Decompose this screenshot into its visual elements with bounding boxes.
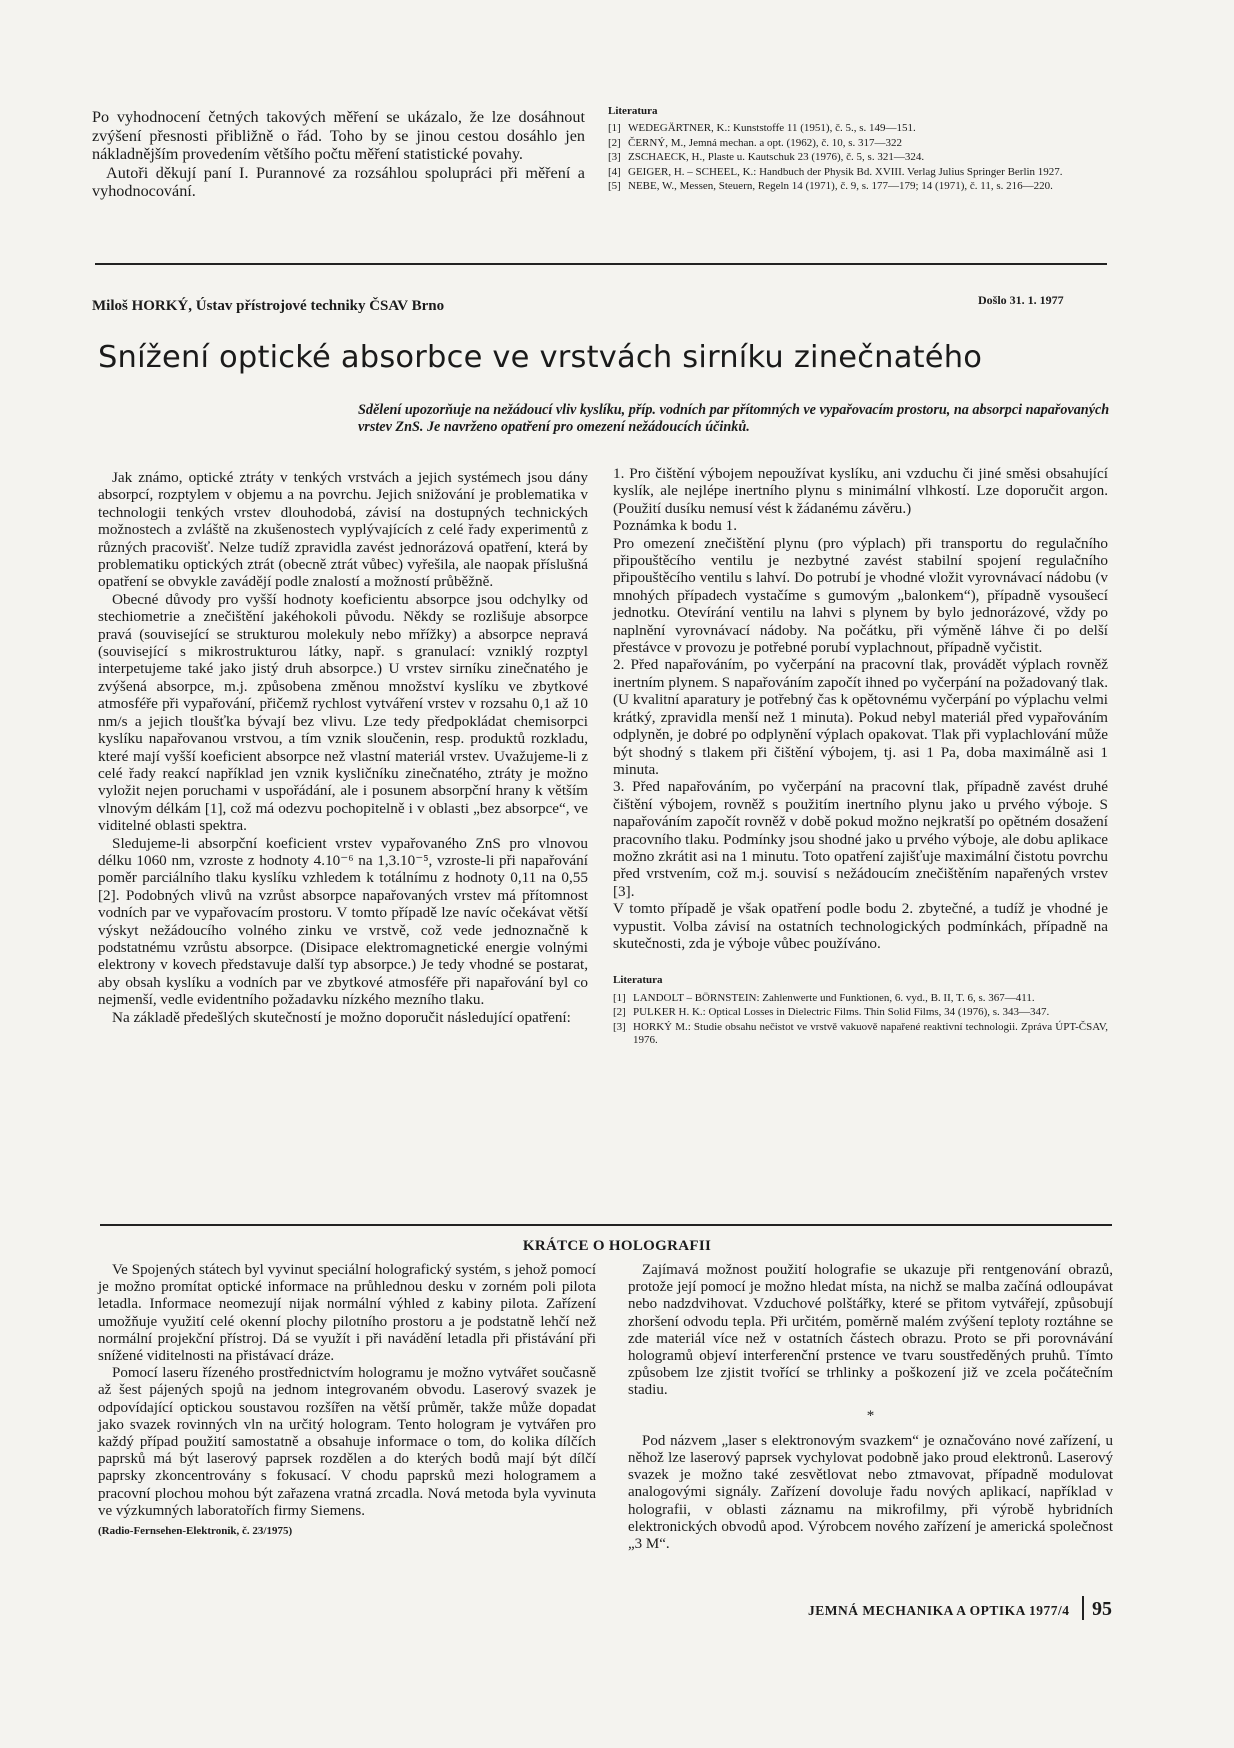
article-literature: [613, 974, 1108, 1047]
reference-item: [5] NEBE, W., Messen, Steuern, Regeln 14 (1971), č. 9, s. 177—179; 14 (1971), č. 11, s. 216—220.: [608, 180, 1053, 193]
received-date: Došlo 31. 1. 1977: [978, 293, 1064, 307]
news-source: (Radio-Fernsehen-Elektronik, č. 23/1975): [98, 1525, 293, 1538]
recommendation-3: 3. Před napařováním, po vyčerpání na pracovní tlak, případně zavést druhé čištění výbojem, rovněž s použitím inertního plynu jako u prvého výboje. S napařováním započít rovněž v době pokud možno nejkratší po opětném dosažení pracovního tlaku. Podmínky jsou shodné jako u prvého výboje, ale dobu aplikace možno zkrátit asi na 1 minutu. Toto opatření zajišťuje maximální čistotu povrchu před vrstvením, což m.j. souvisí s nežádoucím znečištěním napařených vrstev [3].: [613, 778, 1108, 900]
top-paragraph-acknowledgement: Autoři děkují paní I. Purannové za rozsáhlou spolupráci při měření a vyhodnocování.: [92, 163, 585, 201]
footer-divider: [1082, 1596, 1084, 1620]
article-right-column: [613, 465, 1108, 1048]
news-left-column: [98, 1262, 596, 1540]
reference-item: [3] HORKÝ M.: Studie obsahu nečistot ve vrstvě vakuově napařené reaktivní technologii. Zpráva ÚPT-ČSAV, 1976.: [613, 1020, 1108, 1046]
body-paragraph: Sledujeme-li absorpční koeficient vrstev vypařovaného ZnS pro vlnovou délku 1060 nm, vzroste z hodnoty 4.10⁻⁶ na 1,3.10⁻⁵, vzroste-li při napařování poměr parciálního tlaku kyslíku vzhledem k totálnímu z hodnoty 0,11 na 0,55 [2]. Podobných vlivů na vzrůst absorpce napařovaných vrstev má přítomnost vodních par ve vypařovacím prostoru. V tomto případě lze navíc očekávat větší výskyt nežádoucího volného zinku ve vrstvě, což vede jednoznačně k podstatnému vzrůstu absorpce. (Disipace elektromagnetické energie volnými elektrony v kovech představuje další typ absorpce.) Je tedy vhodné se postarat, aby obsah kyslíku a vodních par ve zbytkové atmosféře při napařování byl co nejmenší, vedle evidentního požadavku nízkého mezního tlaku.: [98, 834, 588, 1009]
body-paragraph: Jak známo, optické ztráty v tenkých vrstvách a jejich systémech jsou dány absorpcí, rozptylem v objemu a na povrchu. Jejich snižování je problematika v technologii tenkých vrstev dlouhodobá, závisí na dostupných technických možnostech a zvláště na zkušenostech vyplývajících z celé řady experimentů z různých pracovišť. Nelze tudíž zpravidla zavést jednorázová opatření, která by problematiku optických ztrát (obecně ztrát vůbec) vyřešila, ale naopak příslušná opatření se obvykle zavádějí podle znalostí a možností průběžně.: [98, 469, 588, 591]
news-paragraph: Pomocí laseru řízeného prostřednictvím hologramu je možno vytvářet současně až šest pájených spojů na jednom integrovaném obvodu. Laserový svazek je odpovídající optickou soustavou rozšířen na větší průměr, takže může dopadat jako svazek rovinných vln na určitý hologram. Tento hologram je vytvářen pro každý případ použití samostatně a obsahuje informace o tom, do kolika dílčích paprsků má být laserový paprsek rozdělen a do kterých bodů mají být dílčí paprsky zkoncentrovány s fokusací. V chodu paprsků mezi hologramem a pracovní plochou mohou být zařazena vratná zrcadla. Nová metoda byla vyvinuta ve výzkumných laboratořích firmy Siemens.: [98, 1365, 596, 1519]
reference-item: [4] GEIGER, H. – SCHEEL, K.: Handbuch der Physik Bd. XVIII. Verlag Julius Springer Berlin 1927.: [608, 165, 1063, 178]
journal-footer: JEMNÁ MECHANIKA A OPTIKA 1977/4: [808, 1603, 1070, 1618]
separator-star: *: [866, 1407, 875, 1424]
reference-item: [2] ČERNÝ, M., Jemná mechan. a opt. (1962), č. 10, s. 317—322: [608, 136, 903, 149]
news-paragraph: Pod názvem „laser s elektronovým svazkem“ je označováno nové zařízení, u něhož lze laserový paprsek vychylovat podobně jako proud elektronů. Laserový svazek je možno také zesvětlovat nebo ztmavovat, případně modulovat analogovými signály. Zařízení dovoluje řadu nových aplikací, například v holografii, v oblasti záznamu na mikrofilmy, při výrobě hybridních elektronických obvodů apod. Výrobcem nového zařízení je americká společnost „3 M“.: [628, 1432, 1113, 1553]
top-literature: [608, 105, 1108, 194]
note-heading: Poznámka k bodu 1.: [613, 517, 738, 535]
note-paragraph: Pro omezení znečištění plynu (pro výplach) při transportu do regulačního připouštěcího ventilu je nezbytné zavést stabilní spojení regulačního připouštěcího ventilu s lahví. Do potrubí je vhodné vložit vyrovnávací nádobu (v mnohých případech vystačíme s gumovým „balonkem“), případně vysoušecí jednotku. Otevírání ventilu na lahvi s plynem by bylo jednorázové, vždy po naplnění vyrovnávací nádoby. Na počátku, při výměně láhve či po delší přestávce v provozu je potřebné porubí vyplachnout, případně vyčistit.: [613, 534, 1108, 657]
recommendation-2: 2. Před napařováním, po vyčerpání na pracovní tlak, provádět výplach rovněž inertním plynem. S napařováním započít ihned po vyčerpání na požadovaný tlak. (U kvalitní aparatury je potřebný čas k opětovnému vyčerpání po výplachu velmi krátký, zpravidla menší než 1 minuta). Pokud nebyl materiál před vypařováním odplyněn, je dobré po odplynění výplach opakovat. Tlak při vyplachlování může být shodný s tlakem při čištění výbojem, tj. asi 1 Pa, doba maximálně asi 1 minuta.: [613, 656, 1108, 778]
author-line: Miloš HORKÝ, Ústav přístrojové techniky ČSAV Brno: [92, 298, 445, 314]
article-literature-heading: Literatura: [613, 974, 663, 987]
body-paragraph: Na základě předešlých skutečností je možno doporučit následující opatření:: [112, 1008, 571, 1026]
page-number: 95: [1092, 1598, 1112, 1620]
top-text-column: [92, 108, 585, 201]
section-divider: [100, 1224, 1112, 1226]
recommendation-1: 1. Pro čištění výbojem nepoužívat kyslíku, ani vzduchu či jiné směsi obsahující kyslík, ale nejlépe inertního plynu s minimální vlhkostí. Lze doporučit argon. (Použití dusíku nemusí vést k žádanému závěru.): [613, 465, 1108, 517]
article-left-column: [98, 469, 588, 1026]
news-right-column: [628, 1262, 1113, 1553]
top-literature-heading: Literatura: [608, 105, 658, 117]
news-heading: KRÁTCE O HOLOGRAFII: [522, 1238, 712, 1254]
section-divider: [95, 263, 1107, 265]
reference-item: [3] ZSCHAECK, H., Plaste u. Kautschuk 23 (1976), č. 5, s. 321—324.: [608, 151, 925, 164]
top-paragraph: Po vyhodnocení četných takových měření se ukázalo, že lze dosáhnout zvýšení přesnosti přibližně o řád. Toho by se jinou cestou dosáhlo jen nákladnějším provedením většího počtu měření statistické povahy.: [92, 108, 585, 164]
reference-item: [2] PULKER H. K.: Optical Losses in Dielectric Films. Thin Solid Films, 34 (1976), s. 343—347.: [613, 1006, 1050, 1019]
body-paragraph: Obecné důvody pro vyšší hodnoty koeficientu absorpce jsou odchylky od stechiometrie a znečištění jakéhokoli původu. Někdy se rozlišuje absorpce pravá (související se strukturou molekuly nebo mřížky) a absorpce nepravá (související s mikrostrukturou látky, např. s granulací: vzniklý rozptyl interpetujeme také jako jistý druh absorpce.) U vrstev sirníku zinečnatého je zvýšená absorpce, m.j. způsobena změnou množství kyslíku ve zbytkové atmosféře při vypařování, přičemž rychlost vytváření vrstev v rozsahu 0,1 až 10 nm/s a jejich tloušťka bývají bez vlivu. Lze tedy předpokládat chemisorpci kyslíku napařovanou vrstvou, a tím vznik sloučenin, resp. produktů rozkladu, které mají vyšší koeficient absorpce než vlastní materiál vrstev. Uvažujeme-li z celé řady reakcí například jen vznik kysličníku zinečnatého, ztráty je možno vyložit nejen poruchami v uspořádání, ale i posunem absorpční hrany k větším vlnovým délkám [1], což má odezvu pochopitelně i v oblasti „bez absorpce“, ve viditelné oblasti spektra.: [98, 590, 588, 835]
news-paragraph: Zajímavá možnost použití holografie se ukazuje při rentgenování obrazů, protože její pomocí je možno hledat místa, na nichž se malba začíná odloupávat nebo nadzdvihovat. Vzduchové polštářky, které se přitom vytvářejí, způsobují zhoršení odvodu tepla. Při určitém, poměrně malém zvýšení teploty roztáhne se zde materiál více než v ostatních částech obrazu. Proto se při porovnávání hologramů objeví interferenční prstence ve tvaru soustředěných pruhů. Tímto způsobem lze zjistit tvořící se trhlinky a poškození již ve zcela počátečním stadiu.: [628, 1262, 1113, 1399]
article-abstract: Sdělení upozorňuje na nežádoucí vliv kyslíku, příp. vodních par přítomných ve vypařovacím prostoru, na absorpci napařovaných vrstev ZnS. Je navrženo opatření pro omezení nežádoucích účinků.: [358, 402, 1110, 435]
news-paragraph: Ve Spojených státech byl vyvinut speciální holografický systém, s jehož pomocí je možno promítat optické informace na průhlednou desku v zorném poli pilota letadla. Informace neomezují nijak normální výhled z kabiny pilota. Zařízení umožňuje využití celé okenní plochy pilotního prostoru a je podstatně lehčí než normální projekční přístroj. Dá se využít i při navádění letadla při přistávání při snížené viditelnosti na přistávací dráze.: [98, 1262, 596, 1365]
conclusion-paragraph: V tomto případě je však opatření podle bodu 2. zbytečné, a tudíž je vhodné je vypustit. Volba závisí na ostatních technologických podmínkách, případně na skutečnosti, zda je výboje vůbec používáno.: [613, 900, 1108, 952]
reference-item: [1] LANDOLT – BÖRNSTEIN: Zahlenwerte und Funktionen, 6. vyd., B. II, T. 6, s. 367—411.: [613, 991, 1035, 1004]
reference-item: [1] WEDEGÄRTNER, K.: Kunststoffe 11 (1951), č. 5., s. 149—151.: [608, 122, 916, 135]
article-title: Snížení optické absorbce ve vrstvách sirníku zinečnatého: [98, 340, 983, 375]
